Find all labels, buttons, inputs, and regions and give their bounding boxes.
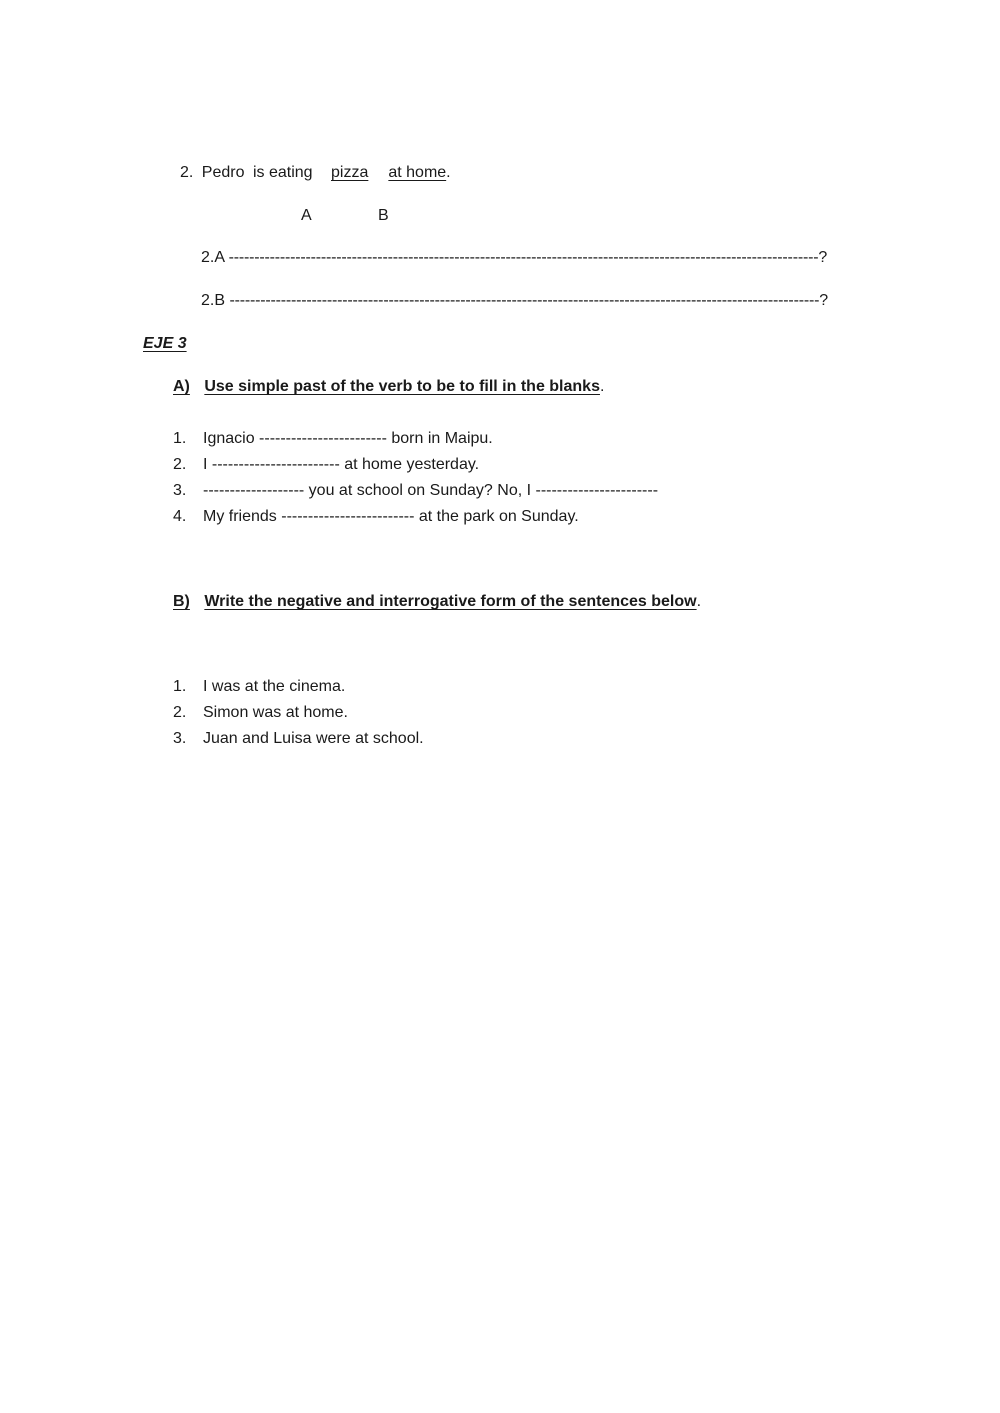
item-number: 1. bbox=[173, 678, 187, 695]
list-item bbox=[173, 481, 658, 507]
part-a-heading bbox=[173, 377, 604, 397]
item-number: 2. bbox=[173, 704, 187, 721]
question-number: 2. bbox=[180, 164, 194, 181]
part-b-label: B) bbox=[173, 593, 190, 610]
item-text: Ignacio ------------------------ born in Maipu. bbox=[203, 430, 493, 447]
item-text: Simon was at home. bbox=[203, 704, 348, 721]
sentence-part-b: at home bbox=[388, 164, 447, 181]
answer-line-b-label: 2.B bbox=[201, 292, 226, 309]
item-text: My friends ------------------------- at the park on Sunday. bbox=[203, 508, 579, 525]
sentence-subject: Pedro bbox=[201, 164, 245, 181]
part-b-heading bbox=[173, 592, 701, 612]
answer-line-a[interactable] bbox=[201, 248, 861, 268]
part-a-instruction: Use simple past of the verb to be to fill in the blanks bbox=[204, 378, 600, 395]
item-text: Juan and Luisa were at school. bbox=[203, 730, 424, 747]
item-number: 3. bbox=[173, 730, 187, 747]
part-b-instruction: Write the negative and interrogative form of the sentences below bbox=[204, 593, 697, 610]
part-b-list bbox=[173, 677, 424, 755]
item-number: 3. bbox=[173, 482, 187, 499]
list-item bbox=[173, 507, 658, 533]
question-2-sentence bbox=[180, 163, 451, 183]
part-b-period: . bbox=[696, 593, 702, 610]
part-a-label: A) bbox=[173, 378, 190, 395]
item-number: 1. bbox=[173, 430, 187, 447]
list-item bbox=[173, 455, 658, 481]
sentence-period: . bbox=[446, 164, 451, 181]
item-text: I ------------------------ at home yesterday. bbox=[203, 456, 480, 473]
part-a-period: . bbox=[599, 378, 605, 395]
sentence-part-a: pizza bbox=[331, 164, 369, 181]
item-text: I was at the cinema. bbox=[203, 678, 346, 695]
item-number: 2. bbox=[173, 456, 187, 473]
sentence-verb: is eating bbox=[252, 164, 313, 181]
list-item bbox=[173, 729, 424, 755]
list-item bbox=[173, 677, 424, 703]
list-item bbox=[173, 703, 424, 729]
list-item bbox=[173, 429, 658, 455]
answer-line-b-end: ? bbox=[819, 292, 829, 309]
answer-line-a-dashes: ------------------------------------------------------------------------------------------------------------------- bbox=[228, 249, 819, 266]
answer-line-b-dashes: ------------------------------------------------------------------------------------------------------------------- bbox=[229, 292, 820, 309]
part-a-list bbox=[173, 429, 658, 533]
item-text: ------------------- you at school on Sunday? No, I ----------------------- bbox=[203, 482, 659, 499]
label-b: B bbox=[378, 207, 389, 224]
answer-line-a-label: 2.A bbox=[201, 249, 225, 266]
label-a: A bbox=[301, 207, 312, 224]
answer-line-a-end: ? bbox=[818, 249, 828, 266]
item-number: 4. bbox=[173, 508, 187, 525]
section-title: EJE 3 bbox=[143, 335, 187, 352]
answer-line-b[interactable] bbox=[201, 291, 861, 311]
